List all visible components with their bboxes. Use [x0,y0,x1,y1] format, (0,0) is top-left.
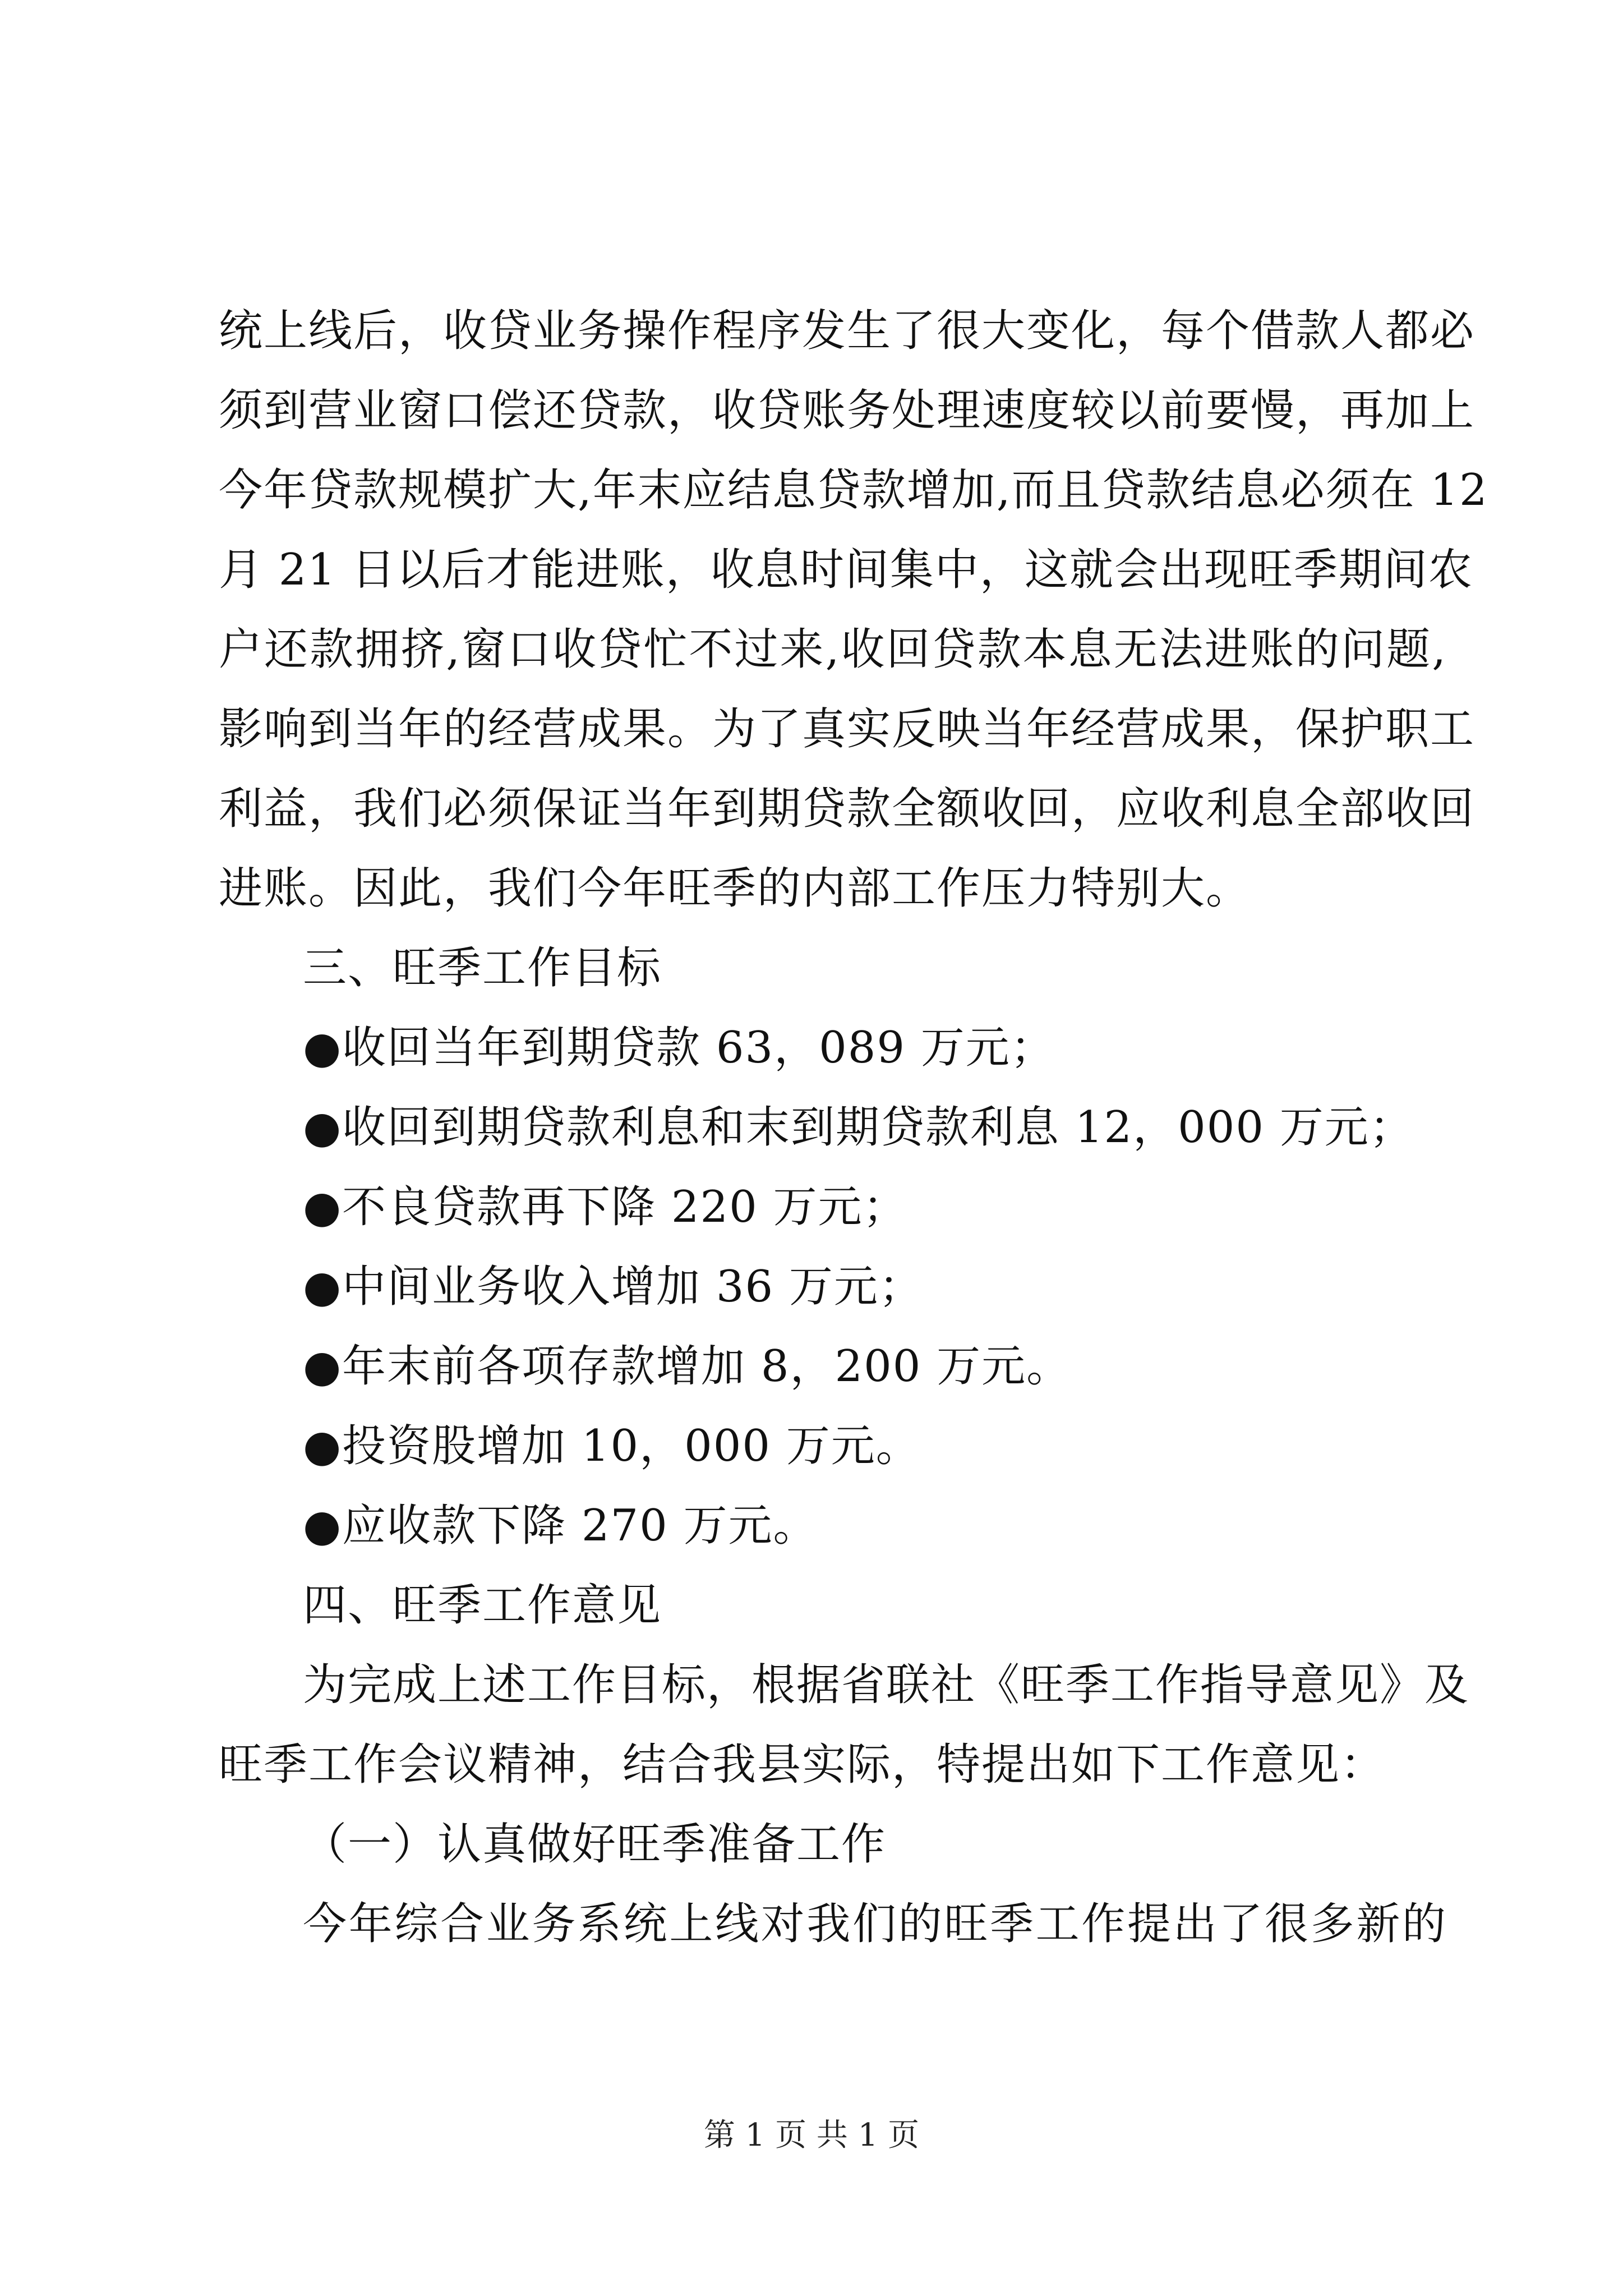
paragraph-line: 统上线后，收贷业务操作程序发生了很大变化，每个借款人都必 [219,306,1476,356]
section-heading: 三、旺季工作目标 [303,943,662,993]
paragraph-line: 须到营业窗口偿还贷款，收贷账务处理速度较以前要慢，再加上 [219,385,1476,436]
paragraph-line: 月 21 日以后才能进账，收息时间集中，这就会出现旺季期间农 [219,545,1473,595]
target-list-item: ●投资股增加 10，000 万元。 [303,1421,921,1471]
target-list-item: ●中间业务收入增加 36 万元； [303,1262,924,1312]
target-list-item: ●收回到期贷款利息和末到期贷款利息 12，000 万元； [303,1102,1414,1153]
paragraph-line: 利益，我们必须保证当年到期贷款全额收回，应收利息全部收回 [219,784,1476,834]
paragraph-line: 今年贷款规模扩大,年末应结息贷款增加,而且贷款结息必须在 12 [219,465,1488,516]
target-list-item: ●不良贷款再下降 220 万元； [303,1182,908,1232]
paragraph-line: 为完成上述工作目标，根据省联社《旺季工作指导意见》及 [303,1660,1470,1710]
paragraph-line: 旺季工作会议精神，结合我县实际，特提出如下工作意见： [219,1740,1386,1790]
target-list-item: ●年末前各项存款增加 8，200 万元。 [303,1341,1072,1392]
section-heading: 四、旺季工作意见 [303,1580,662,1631]
subsection-heading: （一）认真做好旺季准备工作 [303,1819,887,1870]
target-list-item: ●应收款下降 270 万元。 [303,1501,818,1551]
page-footer: 第 1 页 共 1 页 [703,2117,920,2154]
paragraph-line: 进账。因此，我们今年旺季的内部工作压力特别大。 [219,863,1251,914]
paragraph-line: 今年综合业务系统上线对我们的旺季工作提出了很多新的 [303,1899,1447,1949]
target-list-item: ●收回当年到期贷款 63，089 万元； [303,1023,1055,1073]
paragraph-line: 影响到当年的经营成果。为了真实反映当年经营成果，保护职工 [219,704,1476,754]
paragraph-line: 户还款拥挤,窗口收贷忙不过来,收回贷款本息无法进账的问题, [219,624,1447,675]
